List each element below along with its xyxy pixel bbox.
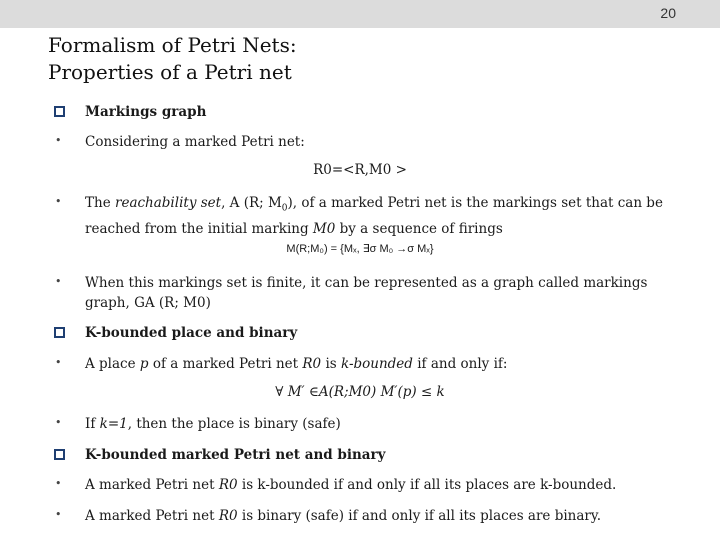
dot-bullet-icon: •: [55, 275, 62, 288]
slide-title: [48, 32, 297, 86]
checkbox-bullet-icon: [54, 449, 65, 460]
equation-r0: R0=<R,M0 >: [313, 162, 407, 178]
slide-number: 20: [660, 5, 676, 21]
dot-bullet-icon: •: [55, 134, 62, 147]
dot-bullet-icon: •: [55, 416, 62, 429]
title-line-2: Properties of a Petri net: [48, 60, 292, 84]
equation-k-bounded: ∀ M′ ∈A(R;M0) M′(p) ≤ k: [275, 384, 445, 400]
checkbox-bullet-icon: [54, 327, 65, 338]
reachability-formula: M(R;M₀) = {Mₓ, ∃σ M₀ →σ Mₓ}: [286, 243, 434, 255]
checkbox-bullet-icon: [54, 106, 65, 117]
top-bar: [0, 0, 720, 28]
dot-bullet-icon: •: [55, 356, 62, 369]
dot-bullet-icon: •: [55, 477, 62, 490]
dot-bullet-icon: •: [55, 508, 62, 521]
title-line-1: Formalism of Petri Nets:: [48, 33, 297, 57]
dot-bullet-icon: •: [55, 195, 62, 208]
